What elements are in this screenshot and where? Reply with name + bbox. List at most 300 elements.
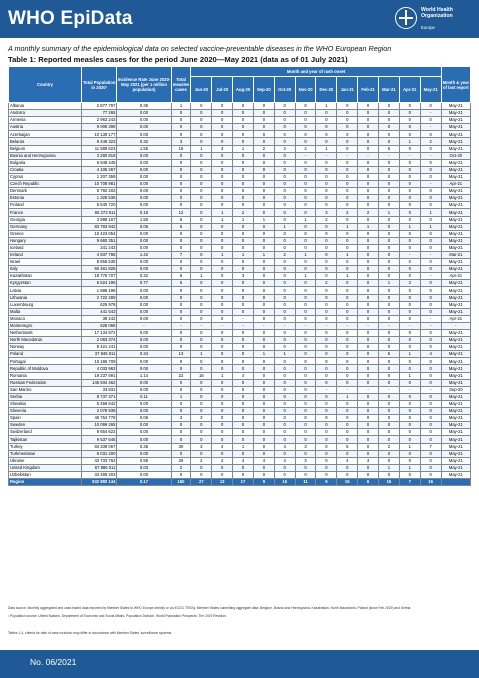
value-cell: May-21 (441, 393, 470, 400)
value-cell: 0.00 (117, 159, 171, 166)
value-cell: 2 (316, 280, 337, 287)
value-cell: 0 (379, 273, 400, 280)
value-cell: 0 (191, 181, 212, 188)
table-row (9, 443, 471, 450)
value-cell: 0 (191, 244, 212, 251)
value-cell: 0 (379, 457, 400, 464)
value-cell: 1 (379, 280, 400, 287)
value-cell: 0 (253, 422, 274, 429)
value-cell: 0 (399, 202, 420, 209)
population-cell: 932 880 144 (81, 478, 116, 485)
value-cell: 0.00 (117, 188, 171, 195)
population-cell: 5 459 642 (81, 400, 116, 407)
value-cell: 0 (420, 294, 441, 301)
value-cell: 0 (399, 110, 420, 117)
value-cell: 0.06 (117, 223, 171, 230)
value-cell: 0 (253, 408, 274, 415)
value-cell: 0 (212, 166, 233, 173)
value-cell: 0 (358, 308, 379, 315)
value-cell: - (420, 181, 441, 188)
value-cell: 0 (420, 301, 441, 308)
value-cell: 0 (316, 166, 337, 173)
value-cell: 0.00 (117, 379, 171, 386)
value-cell: 0 (233, 408, 254, 415)
value-cell: 2 (316, 216, 337, 223)
value-cell: 0 (191, 393, 212, 400)
value-cell: 0 (337, 308, 358, 315)
value-cell: 0 (316, 415, 337, 422)
value-cell: 0.59 (117, 457, 171, 464)
value-cell: 0 (399, 145, 420, 152)
value-cell: 0 (379, 287, 400, 294)
value-cell: 6 (171, 273, 191, 280)
population-cell: 8 737 371 (81, 393, 116, 400)
population-cell: 5 540 720 (81, 202, 116, 209)
country-cell: Israel (9, 259, 82, 266)
value-cell: 1 (337, 393, 358, 400)
value-cell: 0 (191, 202, 212, 209)
value-cell: 0 (295, 124, 316, 131)
table-row (9, 251, 471, 258)
value-cell: 0 (379, 294, 400, 301)
value-cell: 0 (253, 280, 274, 287)
value-cell: 0 (274, 429, 295, 436)
value-cell: 0 (233, 386, 254, 393)
value-cell: 0 (295, 166, 316, 173)
value-cell: 0 (337, 330, 358, 337)
value-cell: 0 (274, 464, 295, 471)
value-cell: 0.00 (117, 131, 171, 138)
value-cell: 1 (295, 251, 316, 258)
value-cell: 0 (399, 337, 420, 344)
value-cell: 0 (358, 443, 379, 450)
country-cell: Germany (9, 223, 82, 230)
value-cell: 0 (212, 181, 233, 188)
population-cell: 9 537 645 (81, 436, 116, 443)
value-cell: 0 (399, 195, 420, 202)
value-cell: 0 (379, 358, 400, 365)
table-row (9, 365, 471, 372)
value-cell: 0 (274, 259, 295, 266)
population-cell: 4 937 786 (81, 251, 116, 258)
footnote-criteria: Tables 1-4, criteria for date of case inclusion may differ in accordance with Member States' surveillance systems. (8, 631, 173, 635)
table-row (9, 450, 471, 457)
value-cell: 0 (274, 124, 295, 131)
value-cell: 0 (316, 181, 337, 188)
value-cell: 0 (379, 315, 400, 322)
value-cell: 0 (253, 181, 274, 188)
value-cell: 0 (295, 173, 316, 180)
table-row (9, 372, 471, 379)
col-incidence: Incidence Rate June 2020-May 2021 (per 1 million population) (117, 67, 171, 103)
value-cell: 0 (274, 110, 295, 117)
population-cell: 33 931 (81, 386, 116, 393)
value-cell: 0.36 (117, 443, 171, 450)
value-cell: May-21 (441, 124, 470, 131)
value-cell: 0 (171, 337, 191, 344)
population-cell: 4 105 267 (81, 166, 116, 173)
value-cell: - (358, 386, 379, 393)
col-months-group: Month and year of rash onset (191, 67, 441, 77)
value-cell: Apr-21 (441, 273, 470, 280)
value-cell: 0 (420, 400, 441, 407)
table-row (9, 195, 471, 202)
table-row (9, 110, 471, 117)
value-cell: 160 (171, 478, 191, 485)
value-cell: 0 (399, 173, 420, 180)
country-cell: Slovenia (9, 408, 82, 415)
country-cell: Belarus (9, 138, 82, 145)
value-cell: 0 (420, 237, 441, 244)
value-cell: 0 (316, 315, 337, 322)
value-cell: 0 (358, 244, 379, 251)
value-cell: 4 (233, 372, 254, 379)
value-cell: 0 (358, 159, 379, 166)
value-cell: 0 (212, 103, 233, 110)
value-cell: 0 (212, 379, 233, 386)
value-cell: 0 (274, 273, 295, 280)
population-cell: 5 421 241 (81, 344, 116, 351)
value-cell: 3 (233, 273, 254, 280)
value-cell: 0 (420, 159, 441, 166)
value-cell: 1 (171, 393, 191, 400)
value-cell: 0 (191, 124, 212, 131)
value-cell: 0 (212, 202, 233, 209)
value-cell: 0 (379, 365, 400, 372)
value-cell: 0 (171, 159, 191, 166)
value-cell: - (191, 322, 212, 329)
value-cell: Apr-21 (441, 315, 470, 322)
value-cell: 0 (337, 358, 358, 365)
country-cell: Estonia (9, 195, 82, 202)
value-cell: 1 (399, 223, 420, 230)
value-cell: 0 (379, 230, 400, 237)
value-cell: 0 (399, 244, 420, 251)
value-cell: 0 (337, 365, 358, 372)
value-cell: 0 (274, 195, 295, 202)
value-cell: 0.17 (117, 478, 171, 485)
population-cell: 33 469 203 (81, 471, 116, 478)
value-cell: 3 (274, 145, 295, 152)
population-cell: 2 963 243 (81, 117, 116, 124)
value-cell: 0 (316, 422, 337, 429)
value-cell: 0 (191, 379, 212, 386)
value-cell: 0.00 (117, 429, 171, 436)
value-cell: May-21 (441, 202, 470, 209)
value-cell: 1 (399, 464, 420, 471)
value-cell: - (420, 273, 441, 280)
value-cell: 0 (399, 400, 420, 407)
value-cell: 0 (358, 365, 379, 372)
value-cell: 0 (233, 166, 254, 173)
table-row (9, 436, 471, 443)
value-cell: May-21 (441, 244, 470, 251)
value-cell: May-21 (441, 259, 470, 266)
value-cell: - (316, 152, 337, 159)
value-cell: 0 (399, 344, 420, 351)
value-cell: 0.00 (117, 152, 171, 159)
value-cell: - (420, 124, 441, 131)
value-cell: 0 (191, 216, 212, 223)
value-cell: 0 (420, 429, 441, 436)
value-cell: 0 (274, 294, 295, 301)
table-row (9, 280, 471, 287)
value-cell: 0.00 (117, 266, 171, 273)
value-cell: 0.03 (117, 464, 171, 471)
value-cell: 3 (191, 415, 212, 422)
value-cell: 0 (316, 301, 337, 308)
value-cell: 0.00 (117, 195, 171, 202)
value-cell: 1 (171, 103, 191, 110)
value-cell: 0.00 (117, 230, 171, 237)
value-cell: 0 (191, 365, 212, 372)
value-cell: 2 (399, 280, 420, 287)
value-cell: 0 (420, 393, 441, 400)
value-cell: 0 (358, 393, 379, 400)
value-cell: 0.00 (117, 166, 171, 173)
value-cell: 0 (212, 365, 233, 372)
value-cell: 0 (253, 464, 274, 471)
value-cell: 0 (253, 152, 274, 159)
population-cell: 9 006 398 (81, 124, 116, 131)
col-month: Dec-20 (316, 77, 337, 103)
value-cell: 7 (171, 251, 191, 258)
country-cell: Tajikistan (9, 436, 82, 443)
value-cell: 0 (399, 216, 420, 223)
value-cell: 0 (358, 400, 379, 407)
value-cell: 0 (171, 408, 191, 415)
value-cell: 0 (316, 372, 337, 379)
value-cell: 0.00 (117, 422, 171, 429)
table-row (9, 464, 471, 471)
value-cell: - (399, 152, 420, 159)
value-cell: 0 (191, 429, 212, 436)
table-row (9, 408, 471, 415)
value-cell: 0 (399, 436, 420, 443)
value-cell: 0 (358, 166, 379, 173)
value-cell: 0 (212, 237, 233, 244)
value-cell: 0 (233, 223, 254, 230)
table-row (9, 124, 471, 131)
value-cell: 0 (171, 259, 191, 266)
population-cell: 77 265 (81, 110, 116, 117)
value-cell: 0 (420, 358, 441, 365)
table-row (9, 294, 471, 301)
page-title: WHO EpiData (8, 8, 133, 29)
value-cell: - (295, 152, 316, 159)
value-cell: 0 (316, 124, 337, 131)
population-cell: 10 099 265 (81, 422, 116, 429)
value-cell: 0 (337, 301, 358, 308)
value-cell: 0 (295, 103, 316, 110)
value-cell: 16 (191, 372, 212, 379)
value-cell: 27 (191, 478, 212, 485)
value-cell: 0 (420, 230, 441, 237)
value-cell: 0 (253, 195, 274, 202)
table-row (9, 415, 471, 422)
value-cell: 0 (337, 471, 358, 478)
country-cell: Armenia (9, 117, 82, 124)
table-row (9, 230, 471, 237)
value-cell: 0 (379, 166, 400, 173)
value-cell: 5 (337, 443, 358, 450)
table-row (9, 386, 471, 393)
value-cell: 0.77 (117, 280, 171, 287)
value-cell: 0.32 (117, 138, 171, 145)
value-cell: 0 (253, 124, 274, 131)
value-cell: 0 (212, 436, 233, 443)
table-row (9, 103, 471, 110)
value-cell: 0 (212, 244, 233, 251)
value-cell: 0 (337, 422, 358, 429)
value-cell: 0 (253, 188, 274, 195)
value-cell: 0 (253, 223, 274, 230)
table-row (9, 429, 471, 436)
value-cell: - (233, 315, 254, 322)
value-cell: 3 (358, 457, 379, 464)
value-cell: 0 (253, 244, 274, 251)
value-cell: 11 (295, 478, 316, 485)
value-cell: 13 (171, 351, 191, 358)
value-cell: May-21 (441, 471, 470, 478)
population-cell: 628 066 (81, 322, 116, 329)
value-cell: 0.06 (117, 415, 171, 422)
value-cell: 0 (316, 266, 337, 273)
value-cell: 30 (171, 443, 191, 450)
value-cell: 0 (212, 124, 233, 131)
value-cell: 0 (399, 429, 420, 436)
value-cell: - (337, 386, 358, 393)
value-cell: 0 (274, 138, 295, 145)
value-cell: 7 (420, 443, 441, 450)
value-cell: 0 (295, 386, 316, 393)
value-cell: 0 (379, 131, 400, 138)
country-cell: Malta (9, 308, 82, 315)
table-row (9, 344, 471, 351)
value-cell: 0 (295, 266, 316, 273)
value-cell: May-21 (441, 110, 470, 117)
value-cell: 0 (337, 181, 358, 188)
value-cell: 1 (399, 351, 420, 358)
value-cell: 0 (420, 457, 441, 464)
value-cell: 0 (253, 117, 274, 124)
value-cell: - (420, 315, 441, 322)
table-row (9, 216, 471, 223)
value-cell: 0 (233, 103, 254, 110)
value-cell: 0 (233, 124, 254, 131)
value-cell: 0 (337, 202, 358, 209)
value-cell: May-21 (441, 330, 470, 337)
value-cell: May-21 (441, 408, 470, 415)
col-month: Jul-20 (212, 77, 233, 103)
value-cell: 0 (420, 464, 441, 471)
population-cell: 625 978 (81, 301, 116, 308)
value-cell: 0 (295, 337, 316, 344)
value-cell: 0 (191, 464, 212, 471)
value-cell: 0 (233, 464, 254, 471)
value-cell: 0 (212, 188, 233, 195)
value-cell: 0 (274, 237, 295, 244)
value-cell: 0 (316, 244, 337, 251)
value-cell: 0 (316, 138, 337, 145)
value-cell: 0 (399, 365, 420, 372)
table-row (9, 181, 471, 188)
value-cell: 0 (274, 202, 295, 209)
value-cell: 0 (295, 330, 316, 337)
value-cell: 0.34 (117, 351, 171, 358)
value-cell: 0 (191, 223, 212, 230)
value-cell: 0 (399, 230, 420, 237)
value-cell: 0 (274, 166, 295, 173)
value-cell: 0 (358, 436, 379, 443)
country-cell: Portugal (9, 358, 82, 365)
table-row (9, 393, 471, 400)
value-cell: May-21 (441, 358, 470, 365)
who-logo (395, 6, 473, 32)
value-cell: 4 (274, 457, 295, 464)
value-cell: 0 (379, 337, 400, 344)
value-cell: 0.00 (117, 408, 171, 415)
value-cell: 0 (295, 301, 316, 308)
value-cell: 0 (337, 315, 358, 322)
header-banner (0, 0, 479, 38)
value-cell: May-21 (441, 166, 470, 173)
value-cell: 4 (212, 443, 233, 450)
value-cell: 0 (274, 450, 295, 457)
table-row (9, 152, 471, 159)
value-cell: 6 (358, 478, 379, 485)
population-cell: 83 783 942 (81, 223, 116, 230)
population-cell: 2 078 938 (81, 408, 116, 415)
value-cell: 0 (253, 337, 274, 344)
value-cell: 0 (295, 436, 316, 443)
value-cell: 0 (191, 152, 212, 159)
value-cell: 0 (233, 330, 254, 337)
value-cell: 5 (171, 280, 191, 287)
country-cell: Switzerland (9, 429, 82, 436)
table-row (9, 138, 471, 145)
value-cell: 0 (420, 131, 441, 138)
value-cell: May-21 (441, 301, 470, 308)
col-population: Total Population in 2020¹ (81, 67, 116, 103)
value-cell: 0 (191, 294, 212, 301)
value-cell: 0 (337, 266, 358, 273)
value-cell: 0 (295, 408, 316, 415)
value-cell: 0 (233, 230, 254, 237)
value-cell: 0 (379, 266, 400, 273)
value-cell: - (379, 386, 400, 393)
table-row (9, 308, 471, 315)
value-cell: Apr-21 (441, 181, 470, 188)
value-cell: 0 (233, 450, 254, 457)
value-cell: 0.00 (117, 294, 171, 301)
value-cell: - (337, 152, 358, 159)
value-cell: 0 (253, 415, 274, 422)
value-cell: 0.00 (117, 436, 171, 443)
value-cell: 2 (379, 443, 400, 450)
value-cell: 1 (212, 251, 233, 258)
value-cell: 0 (274, 301, 295, 308)
population-cell: 84 339 067 (81, 443, 116, 450)
value-cell: 0 (191, 166, 212, 173)
value-cell: 0 (379, 429, 400, 436)
value-cell: 0.00 (117, 344, 171, 351)
value-cell: 1 (399, 443, 420, 450)
table-row (9, 358, 471, 365)
value-cell: 0 (337, 117, 358, 124)
value-cell: 3 (171, 415, 191, 422)
value-cell: 0 (379, 173, 400, 180)
